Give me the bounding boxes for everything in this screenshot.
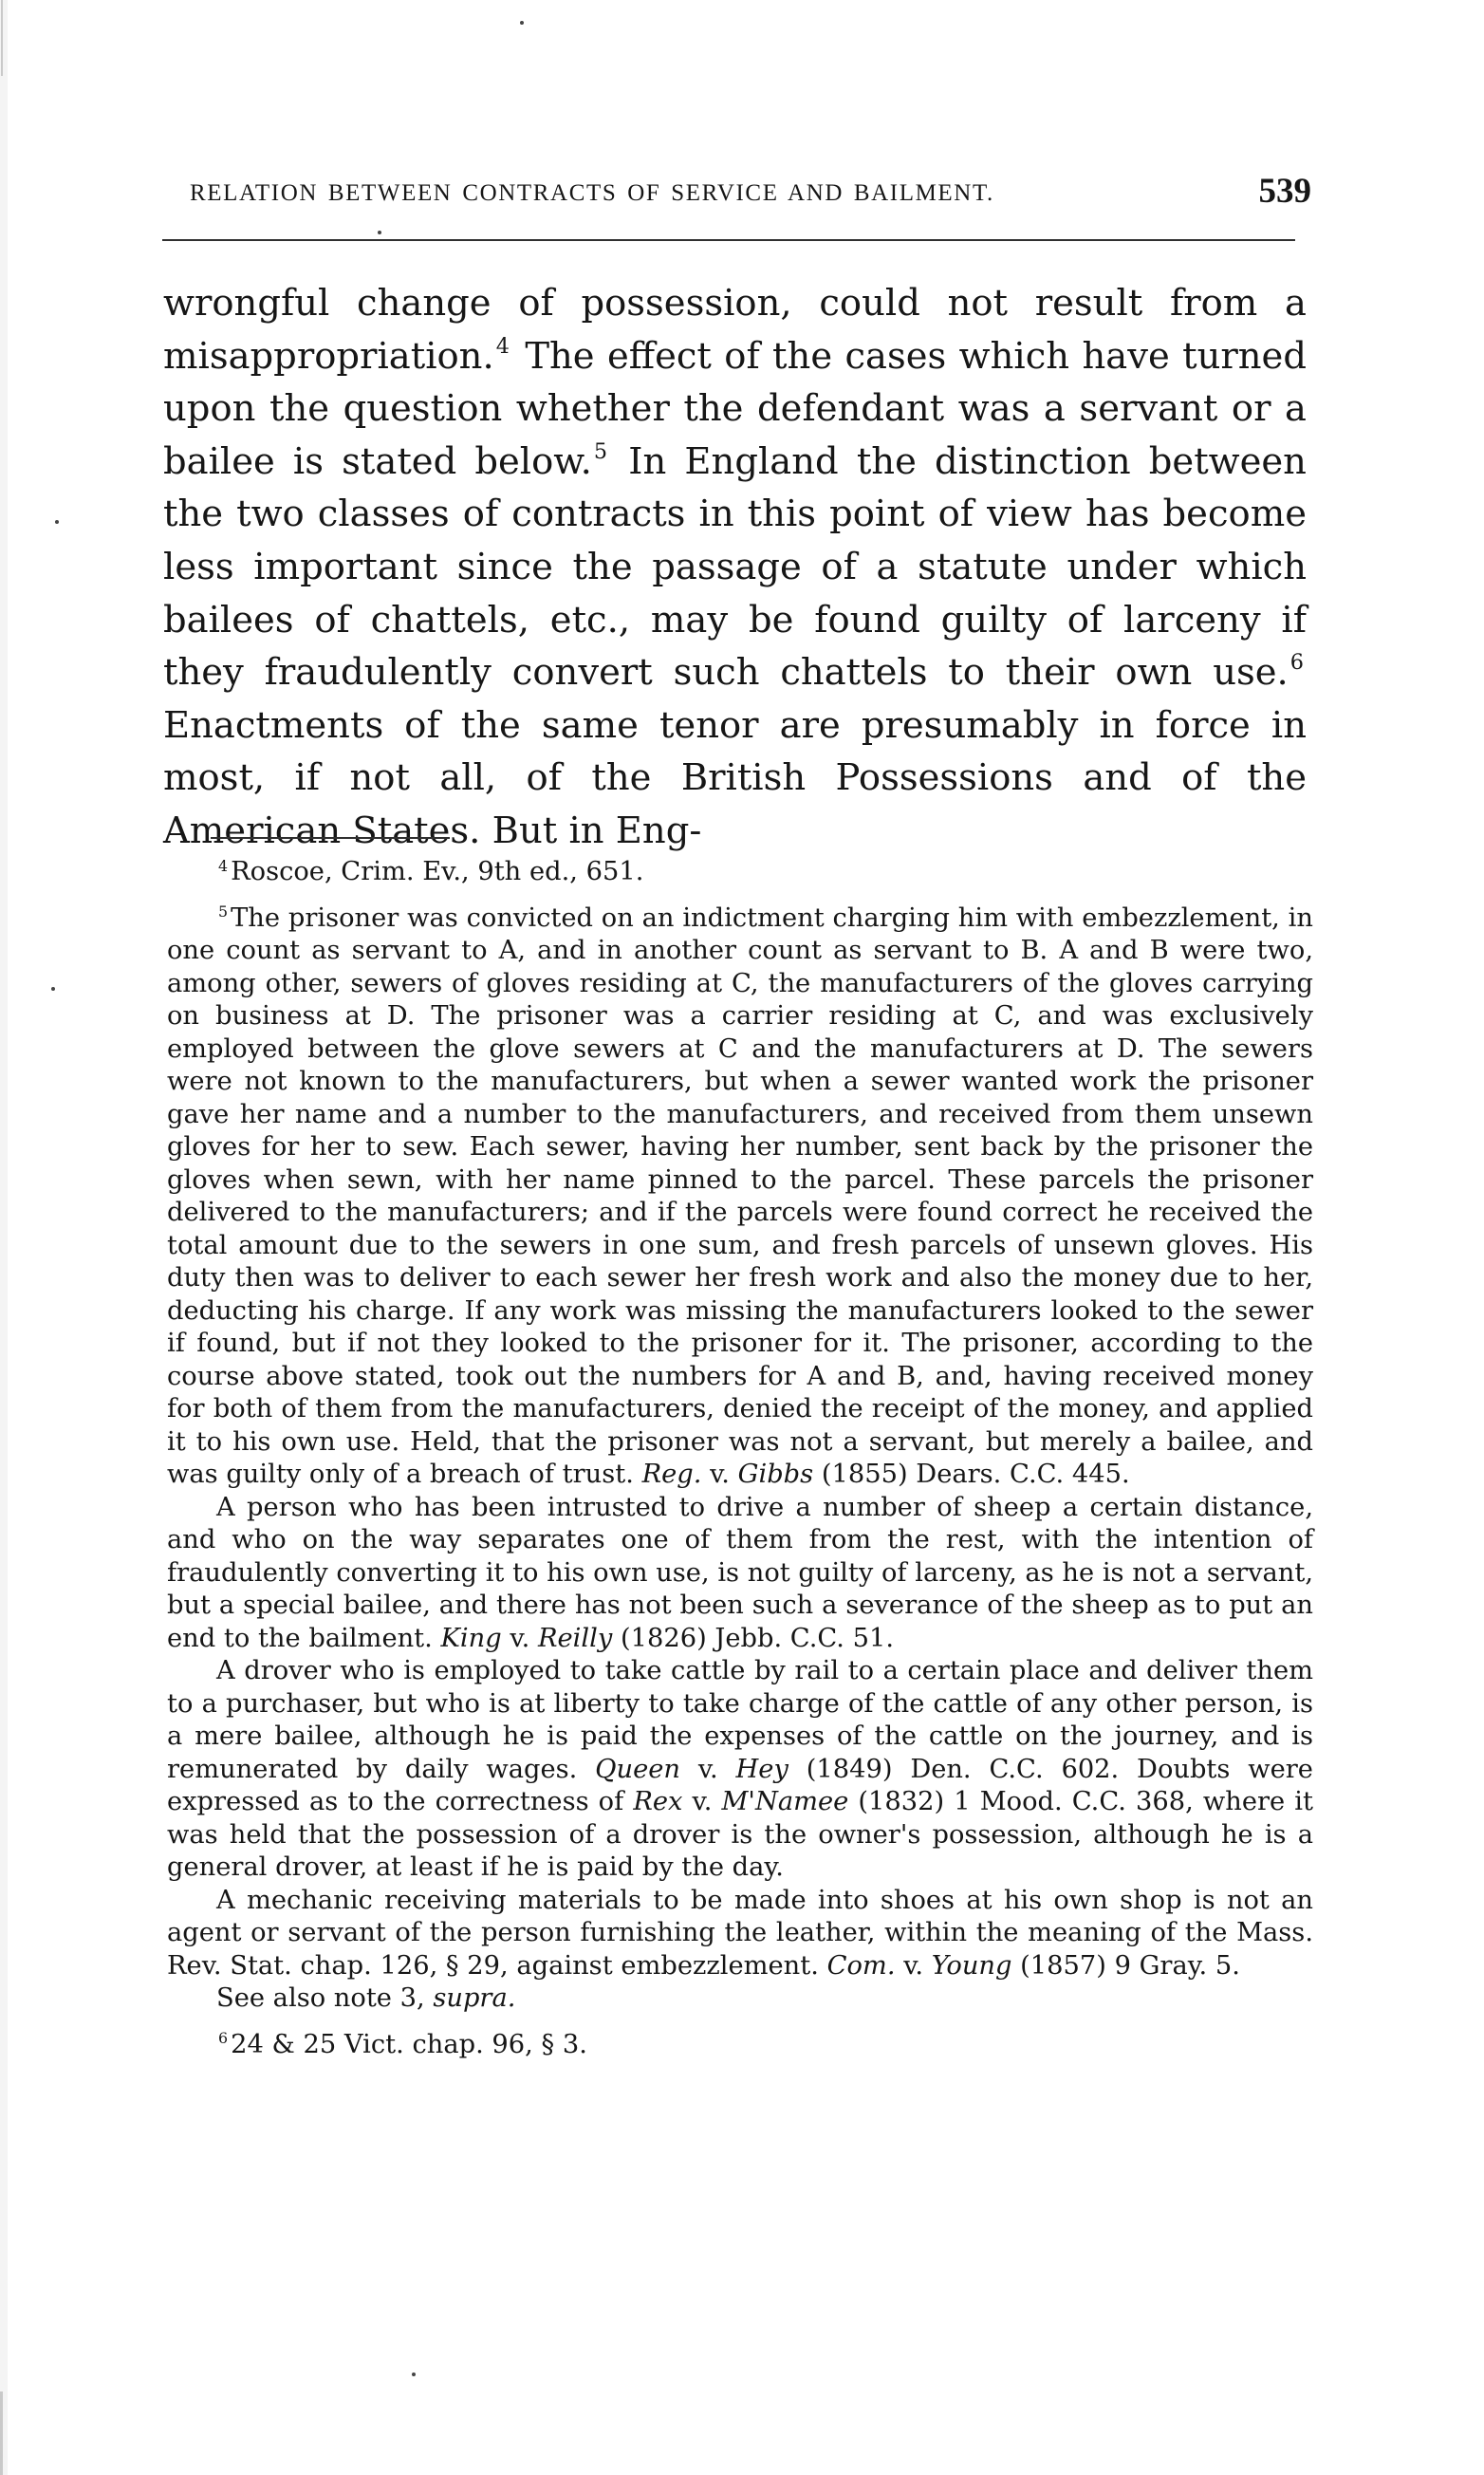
footnote-text: The prisoner was convicted on an indictment charging him with embezzlement, in one count as servant to A, and in another count as servant to B. A and B were two, among other, sewers of gloves residing at C, the manufacturers of the gloves carrying on business at D. The prisoner was a carrier residing at C, and was exclusively employed between the glove sewers at C and the manufacturers at D. The sewers were not known to the manufacturers, but when a sewer wanted work the prisoner gave her name and a number to the manufacturers, and received from them unsewn gloves for her to sew. Each sewer, having her number, sent back by the prisoner the gloves when sewn, with her name pinned to the parcel. These parcels the prisoner delivered to the manufacturers; and if the parcels were found correct he received the total amount due to the sewers in one sum, and fresh parcels of unsewn gloves. His duty then was to deliver to each sewer her fresh work and also the money due to her, deducting his charge. If any work was missing the manufacturers looked to the sewer if found, but if not they looked to the prisoner for it. The prisoner, according to the course above stated, took out the numbers for A and B, and, having received money for both of them from the manufacturers, denied the receipt of the money, and applied it to his own use. Held, that the prisoner was not a servant, but merely a bailee, and was guilty only of a breach of trust. bbox=[167, 903, 1313, 1489]
footnote-reference-5: 5 bbox=[593, 438, 608, 464]
case-party: M'Namee bbox=[721, 1787, 849, 1816]
body-paragraph bbox=[163, 277, 1307, 858]
case-versus: v. bbox=[710, 1460, 730, 1489]
case-party: King bbox=[440, 1623, 502, 1653]
ink-speck bbox=[55, 520, 59, 524]
body-text-segment: In England the distinction between the two classes of contracts in this point of view has become less important since the passage of a statute under which bailees of chattels, etc., may be found guilty of larceny if they fraudulently convert such chattels to their own use. bbox=[163, 439, 1307, 695]
case-citation: (1857) 9 Gray. 5. bbox=[1020, 1950, 1240, 1981]
case-party: Queen bbox=[595, 1754, 680, 1784]
case-party: Hey bbox=[735, 1754, 788, 1784]
case-party: Rex bbox=[633, 1787, 683, 1816]
body-text-segment: wrongful change of possession, could not result from a misappropriation. bbox=[163, 282, 1307, 378]
footnote-reference-6: 6 bbox=[1289, 650, 1304, 676]
scan-edge-left bbox=[0, 0, 8, 2475]
case-party: Young bbox=[931, 1950, 1012, 1981]
running-title: RELATION BETWEEN CONTRACTS OF SERVICE AND BAILMENT. bbox=[190, 180, 994, 206]
body-text-segment: The effect of the cases which have turned upon the question whether the defendant was a servant or a bailee is stated below. bbox=[163, 334, 1307, 483]
case-party: Reilly bbox=[537, 1623, 613, 1653]
case-versus: v. bbox=[692, 1787, 713, 1816]
case-citation: (1855) Dears. C.C. 445. bbox=[821, 1460, 1130, 1489]
ink-speck bbox=[51, 987, 55, 991]
footnote-rule bbox=[211, 837, 450, 839]
footnote-paragraph bbox=[167, 1655, 1313, 1885]
footnote-mark: 6 bbox=[218, 2029, 229, 2047]
case-party: Reg. bbox=[641, 1460, 702, 1489]
footnote-emphasis: supra. bbox=[433, 1983, 516, 2013]
footnotes bbox=[167, 856, 1313, 2061]
footnote-text: Roscoe, Crim. Ev., 9th ed., 651. bbox=[231, 857, 644, 886]
page-number: 539 bbox=[1258, 172, 1311, 211]
footnote-paragraph bbox=[167, 1982, 1313, 2016]
footnote-reference-4: 4 bbox=[495, 333, 510, 359]
footnote-paragraph bbox=[167, 1885, 1313, 1983]
footnote-4 bbox=[167, 856, 1313, 889]
footnote-text: A drover who is employed to take cattle by rail to a certain place and deliver them to a purchaser, but who is at liberty to take charge of the cattle of any other person, is a mere bailee, although he is paid the expenses of the cattle on the journey, and is remunerated by daily wages. bbox=[167, 1656, 1313, 1784]
case-versus: v. bbox=[510, 1623, 530, 1653]
header-rule bbox=[162, 239, 1295, 241]
ink-speck bbox=[520, 21, 524, 25]
ink-speck bbox=[412, 2373, 416, 2376]
body-text-segment: Enactments of the same tenor are presumably in force in most, if not all, of the British Possessions and of the American States. But in Eng- bbox=[163, 703, 1307, 852]
footnote-text: A person who has been intrusted to drive a number of sheep a certain distance, and who on the way separates one of them from the rest, with the intention of fraudulently converting it to his own use, is not guilty of larceny, as he is not a servant, but a special bailee, and there has not been such a severance of the sheep as to put an end to the bailment. bbox=[167, 1492, 1313, 1653]
case-party: Gibbs bbox=[737, 1460, 814, 1489]
footnote-mark: 5 bbox=[218, 903, 229, 921]
page-header bbox=[190, 163, 1311, 216]
ink-speck bbox=[378, 231, 381, 234]
footnote-paragraph bbox=[167, 1492, 1313, 1656]
case-citation: (1826) Jebb. C.C. 51. bbox=[620, 1623, 895, 1653]
case-citation: (1849) Den. C.C. 602. Doubts were expressed as to the correctness of bbox=[167, 1754, 1313, 1816]
footnote-text: See also note 3, bbox=[216, 1983, 425, 2013]
footnote-text: 24 & 25 Vict. chap. 96, § 3. bbox=[231, 2029, 587, 2059]
footnote-6 bbox=[167, 2029, 1313, 2062]
footnote-5 bbox=[167, 903, 1313, 1492]
case-versus: v. bbox=[903, 1950, 924, 1981]
case-versus: v. bbox=[697, 1754, 718, 1784]
footnote-text: A mechanic receiving materials to be made into shoes at his own shop is not an agent or servant of the person furnishing the leather, within the meaning of the Mass. Rev. Stat. chap. 126, § 29, against embezzlement. bbox=[167, 1885, 1313, 1981]
footnote-mark: 4 bbox=[218, 856, 229, 875]
case-party: Com. bbox=[826, 1950, 896, 1981]
footnote-text: (1832) 1 Mood. C.C. 368, where it was held that the possession of a drover is the owner's possession, although he is a general drover, at least if he is paid by the day. bbox=[167, 1787, 1313, 1882]
